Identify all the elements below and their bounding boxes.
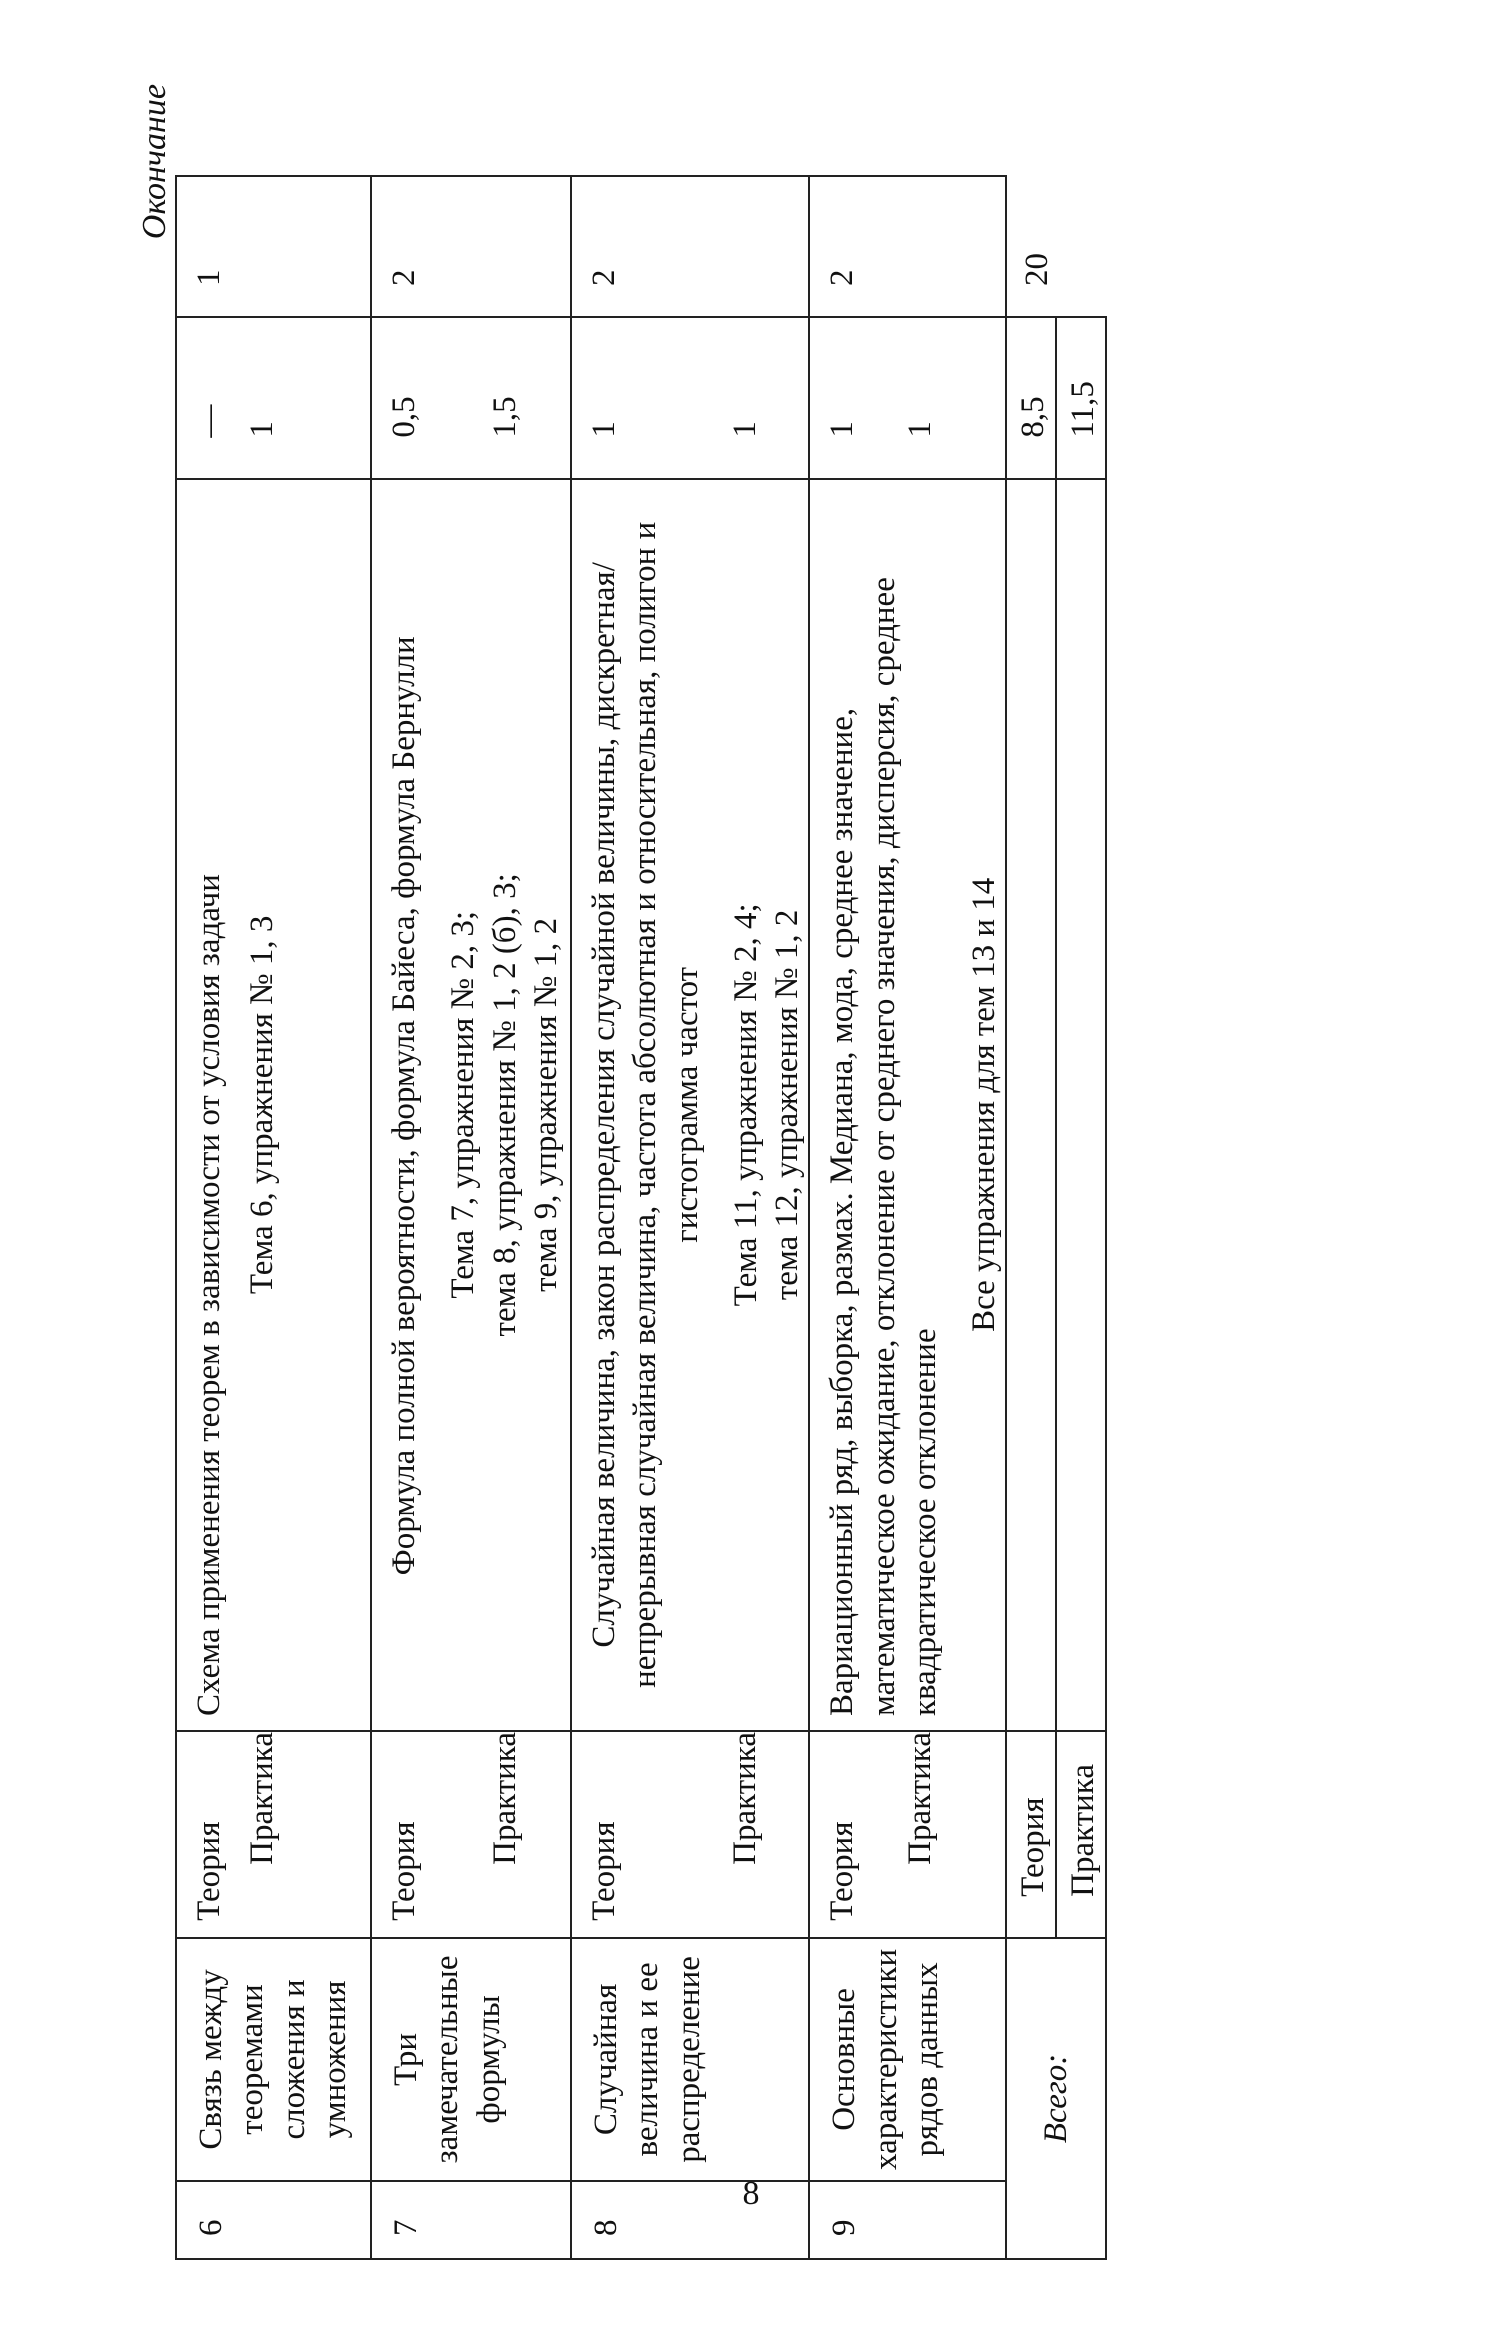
theory-label: Теория	[191, 1821, 227, 1921]
kind-cell	[809, 1731, 1006, 1938]
practice-label: Практика	[244, 1732, 281, 1865]
totals-practice-label: Практика	[1065, 1764, 1102, 1897]
theory-label: Теория	[824, 1821, 861, 1921]
total-cell: 2	[809, 176, 1006, 317]
theory-hours: 0,5	[386, 396, 422, 438]
totals-practice-hours: 11,5	[1065, 381, 1102, 438]
practice-label: Практика	[901, 1732, 938, 1865]
totals-label-cell	[1006, 1938, 1106, 2259]
theory-content: Формула полной вероятности, формула Байеса, формула Бернулли	[386, 636, 422, 1576]
topic-cell: Основные характеристики рядов данных	[809, 1938, 1006, 2181]
practice-label: Практика	[727, 1732, 764, 1865]
kind-cell	[176, 1731, 371, 1938]
grand-total: 20	[1019, 252, 1056, 286]
practice-content: Все упражнения для тем 13 и 14	[966, 877, 1002, 1332]
kind-cell	[371, 1731, 571, 1938]
grand-total-cell	[1006, 176, 1106, 317]
content-cell	[176, 479, 371, 1731]
practice-content: Тема 7, упражнения № 2, 3; тема 8, упражнения № 1, 2 (б), 3; тема 9, упражнения № 1, 2	[445, 873, 564, 1337]
row-number: 9	[809, 2181, 1006, 2259]
totals-hours-cell	[1056, 317, 1106, 479]
totals-row-theory	[1006, 176, 1056, 2259]
total-cell: 1	[176, 176, 371, 317]
hours-cell	[176, 317, 371, 479]
content-cell	[371, 479, 571, 1731]
page-number: 8	[742, 2175, 760, 2212]
total-cell: 2	[371, 176, 571, 317]
totals-theory-label: Теория	[1015, 1797, 1052, 1897]
row-number: 8	[571, 2181, 809, 2259]
theory-hours: 1	[586, 421, 622, 438]
totals-kind-cell	[1006, 1731, 1056, 1938]
theory-label: Теория	[386, 1821, 422, 1921]
theory-hours: 1	[824, 421, 861, 438]
topic-cell: Связь между теоремами сложения и умножения	[176, 1938, 371, 2181]
totals-kind-cell	[1056, 1731, 1106, 1938]
topic-cell: Случайная величина и ее распределение	[571, 1938, 809, 2181]
practice-content: Тема 6, упражнения № 1, 3	[244, 915, 281, 1295]
table-row	[371, 176, 571, 2259]
practice-hours: 1	[727, 421, 764, 438]
table-row	[809, 176, 1006, 2259]
theory-hours: —	[191, 404, 227, 438]
totals-hours-cell	[1006, 317, 1056, 479]
theory-content: Схема применения теорем в зависимости от условия задачи	[191, 874, 227, 1717]
total-cell: 2	[571, 176, 809, 317]
table-row	[571, 176, 809, 2259]
row-number: 7	[371, 2181, 571, 2259]
ending-label: Окончание	[136, 84, 173, 240]
practice-hours: 1	[901, 421, 938, 438]
content-cell	[571, 479, 809, 1731]
schedule-table	[175, 175, 1107, 2260]
hours-cell	[571, 317, 809, 479]
totals-content-cell	[1006, 479, 1056, 1731]
content-cell	[809, 479, 1006, 1731]
practice-label: Практика	[487, 1732, 524, 1865]
theory-label: Теория	[586, 1821, 622, 1921]
totals-content-cell	[1056, 479, 1106, 1731]
kind-cell	[571, 1731, 809, 1938]
theory-content: Случайная величина, закон распределения случайной величины, дискретная/непрерывная случайная величина, частота абсолютная и относительная, полигон и гистограмма частот	[586, 521, 705, 1688]
hours-cell	[371, 317, 571, 479]
topic-cell: Три замечательные формулы	[371, 1938, 571, 2181]
row-number: 6	[176, 2181, 371, 2259]
theory-content: Вариационный ряд, выборка, размах. Медиана, мода, среднее значение, математическое ожидание, отклонение от среднего значения, дисперсия, среднее квадратическое отклонение	[824, 577, 943, 1717]
totals-theory-hours: 8,5	[1015, 396, 1052, 438]
practice-hours: 1,5	[487, 396, 524, 438]
practice-content: Тема 11, упражнения № 2, 4; тема 12, упражнения № 1, 2	[727, 903, 805, 1307]
table-row	[176, 176, 371, 2259]
rotated-page	[135, 80, 1285, 2260]
hours-cell	[809, 317, 1006, 479]
practice-hours: 1	[244, 421, 281, 438]
totals-label: Всего:	[1037, 2053, 1074, 2144]
